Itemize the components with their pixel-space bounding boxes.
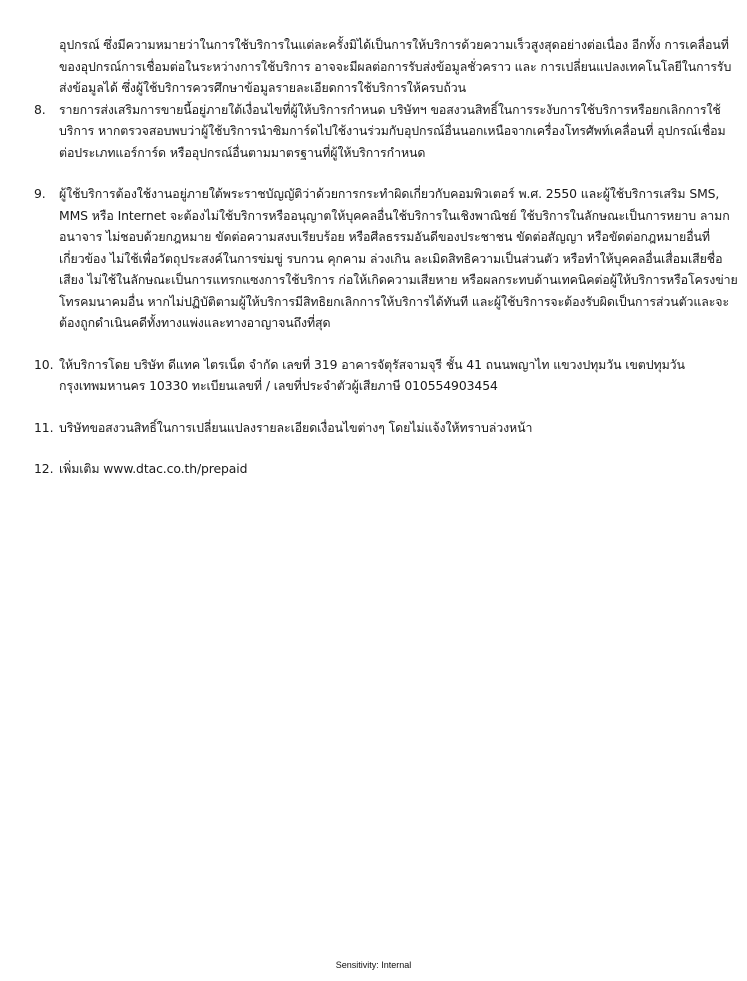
list-item-11	[34, 417, 740, 439]
list-item-text: ให้บริการโดย บริษัท ดีแทค ไตรเน็ต จำกัด เลขที่ 319 อาคารจัตุรัสจามจุรี ชั้น 41 ถนนพญาไท แขวงปทุมวัน เขตปทุมวัน กรุงเทพมหานคร 10330 ทะเบียนเลขที่ / เลขที่ประจำตัวผู้เสียภาษี 010554903454	[59, 356, 685, 393]
list-item-8	[34, 99, 740, 164]
list-item-text: เพิ่มเติม www.dtac.co.th/prepaid	[59, 461, 248, 476]
sensitivity-label: Sensitivity: Internal	[335, 960, 412, 970]
terms-list	[34, 34, 740, 480]
list-item-number: 9.	[34, 186, 46, 201]
list-item-10	[34, 354, 740, 397]
list-item-continuation	[34, 34, 740, 99]
list-item-9	[34, 183, 740, 334]
list-item-text: บริษัทขอสงวนสิทธิ์ในการเปลี่ยนแปลงรายละเอียดเงื่อนไขต่างๆ โดยไม่แจ้งให้ทราบล่วงหน้า	[59, 419, 533, 435]
list-item-text: ผู้ใช้บริการต้องใช้งานอยู่ภายใต้พระราชบัญญัติว่าด้วยการกระทำผิดเกี่ยวกับคอมพิวเตอร์ พ.ศ. 2550 และผู้ใช้บริการเสริม SMS, MMS หรือ Internet จะต้องไม่ใช้บริการหรืออนุญาตให้บุคคลอื่นใช้บริการในเชิงพาณิชย์ ใช้บริการในลักษณะเป็นการหยาบ ลามก อนาจาร ไม่ชอบด้วยกฎหมาย ขัดต่อความสงบเรียบร้อย หรือศีลธรรมอันดีของประชาชน ขัดต่อสัญญา หรือขัดต่อกฎหมายอื่นที่เกี่ยวข้อง ไม่ใช้เพื่อวัตถุประสงค์ในการข่มขู่ รบกวน คุกคาม ล่วงเกิน ละเมิดสิทธิความเป็นส่วนตัว หรือทำให้บุคคลอื่นเสื่อมเสียชื่อเสียง ไม่ใช้ในลักษณะเป็นการแทรกแซงการใช้บริการ ก่อให้เกิดความเสียหาย หรือผลกระทบด้านเทคนิคต่อผู้ให้บริการหรือโครงข่ายโทรคมนาคมอื่น หากไม่ปฏิบัติตามผู้ให้บริการมีสิทธิยกเลิกการให้บริการได้ทันที และผู้ใช้บริการจะต้องรับผิดเป็นการส่วนตัวและจะต้องถูกดำเนินคดีทั้งทางแพ่งและทางอาญาจนถึงที่สุด	[59, 186, 738, 330]
list-item-number: 11.	[34, 419, 54, 435]
list-item-text: รายการส่งเสริมการขายนี้อยู่ภายใต้เงื่อนไขที่ผู้ให้บริการกำหนด บริษัทฯ ขอสงวนสิทธิ์ในการระงับการใช้บริการหรือยกเลิกการใช้บริการ หากตรวจสอบพบว่าผู้ใช้บริการนำซิมการ์ดไปใช้งานร่วมกับอุปกรณ์อื่นนอกเหนือจากเครื่องโทรศัพท์เคลื่อนที่ อุปกรณ์เชื่อมต่อประเภทแอร์การ์ด หรืออุปกรณ์อื่นตามมาตรฐานที่ผู้ให้บริการกำหนด	[59, 101, 726, 160]
list-item-text: อุปกรณ์ ซึ่งมีความหมายว่าในการใช้บริการในแต่ละครั้งมิได้เป็นการให้บริการด้วยความเร็วสูงสุดอย่างต่อเนื่อง อีกทั้ง การเคลื่อนที่ของอุปกรณ์การเชื่อมต่อในระหว่างการใช้บริการ อาจจะมีผลต่อการรับส่งข้อมูลชั่วคราว และ การเปลี่ยนแปลงเทคโนโลยีในการรับส่งข้อมูลได้ ซึ่งผู้ใช้บริการควรศึกษาข้อมูลรายละเอียดการใช้บริการให้ครบถ้วน	[59, 37, 732, 95]
list-item-number: 10.	[34, 356, 54, 372]
list-item-12	[34, 458, 740, 480]
list-item-number: 8.	[34, 101, 46, 117]
list-item-number: 12.	[34, 461, 54, 476]
